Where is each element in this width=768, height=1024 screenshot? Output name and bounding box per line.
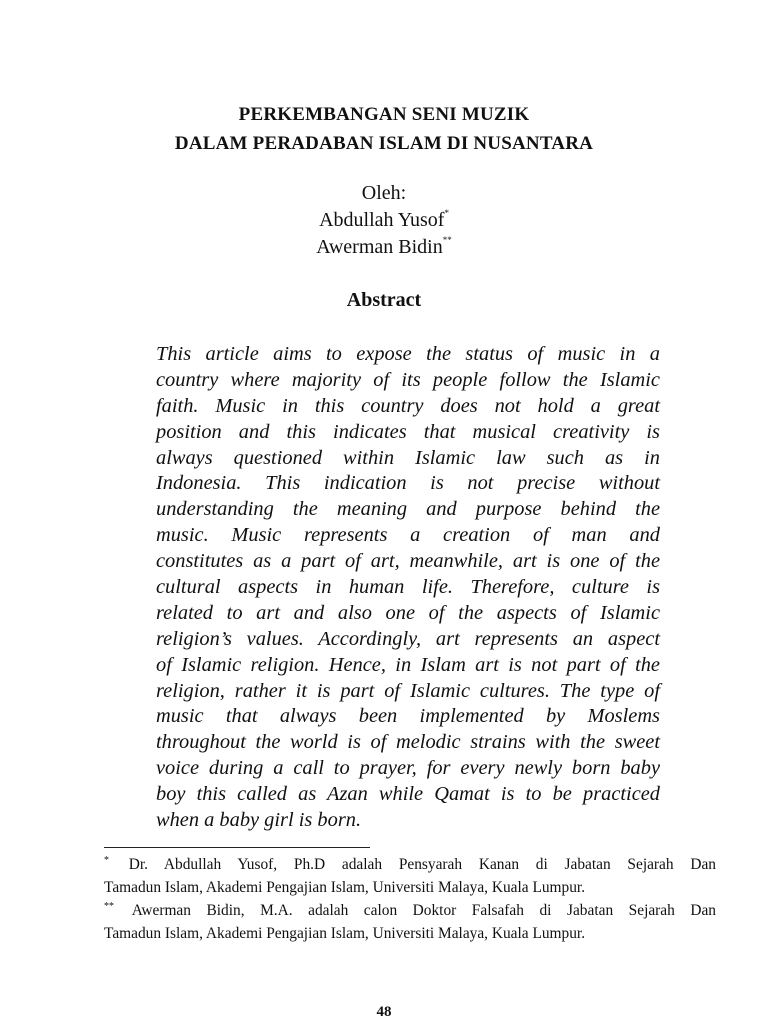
footnote-1-line-1	[104, 853, 716, 876]
abstract-heading: Abstract	[346, 289, 422, 311]
abstract-line: when a baby girl is born.	[156, 809, 362, 832]
abstract-line: position and this indicates that musical creativity is	[156, 420, 660, 443]
author-2-name: Awerman Bidin	[316, 236, 443, 258]
page-number: 48	[376, 1004, 392, 1020]
author-2	[0, 236, 768, 259]
footnote-2-line-1	[104, 899, 716, 922]
abstract-line: constitutes as a part of art, meanwhile, art is one of the	[156, 550, 660, 573]
author-1-name: Abdullah Yusof	[319, 209, 445, 231]
footnote-2-mark: **	[104, 901, 114, 912]
abstract-line: faith. Music in this country does not hold a great	[156, 394, 660, 417]
abstract-line: cultural aspects in human life. Therefore, culture is	[156, 576, 660, 599]
footnote-separator	[104, 847, 370, 848]
byline-oleh: Oleh:	[361, 182, 407, 204]
author-2-footnote-mark: **	[442, 235, 452, 245]
footnote-2-text: Awerman Bidin, M.A. adalah calon Doktor Falsafah di Jabatan Sejarah Dan	[131, 902, 716, 919]
footnote-1-line-2: Tamadun Islam, Akademi Pengajian Islam, Universiti Malaya, Kuala Lumpur.	[104, 879, 586, 896]
author-1	[0, 209, 768, 232]
abstract-line: throughout the world is of melodic strains with the sweet	[156, 731, 660, 754]
abstract-line: Indonesia. This indication is not precise without	[156, 472, 660, 495]
abstract-line: religion’s values. Accordingly, art represents an aspect	[156, 627, 660, 650]
abstract-line: This article aims to expose the status of music in a	[156, 343, 660, 365]
abstract-line: of Islamic religion. Hence, in Islam art is not part of the	[156, 653, 660, 676]
author-1-footnote-mark: *	[444, 208, 449, 218]
abstract-line: music that always been implemented by Moslems	[156, 705, 660, 728]
abstract-line: related to art and also one of the aspects of Islamic	[156, 601, 660, 624]
abstract-line: boy this called as Azan while Qamat is to be practiced	[156, 783, 660, 806]
footnote-2-line-2: Tamadun Islam, Akademi Pengajian Islam, Universiti Malaya, Kuala Lumpur.	[104, 925, 586, 942]
article-title-line-1: PERKEMBANGAN SENI MUZIK	[238, 104, 530, 125]
footnote-1-mark: *	[104, 855, 109, 866]
abstract-body	[156, 342, 660, 834]
abstract-line: music. Music represents a creation of man and	[156, 524, 660, 547]
footnote-1-text: Dr. Abdullah Yusof, Ph.D adalah Pensyarah Kanan di Jabatan Sejarah Dan	[128, 856, 716, 873]
abstract-line: country where majority of its people follow the Islamic	[156, 368, 660, 391]
abstract-line: understanding the meaning and purpose behind the	[156, 498, 660, 521]
abstract-line: always questioned within Islamic law such as in	[156, 446, 660, 469]
footnotes	[104, 853, 716, 945]
abstract-line: voice during a call to prayer, for every newly born baby	[156, 757, 660, 780]
article-title-line-2: DALAM PERADABAN ISLAM DI NUSANTARA	[174, 133, 594, 154]
abstract-line: religion, rather it is part of Islamic cultures. The type of	[156, 679, 660, 702]
